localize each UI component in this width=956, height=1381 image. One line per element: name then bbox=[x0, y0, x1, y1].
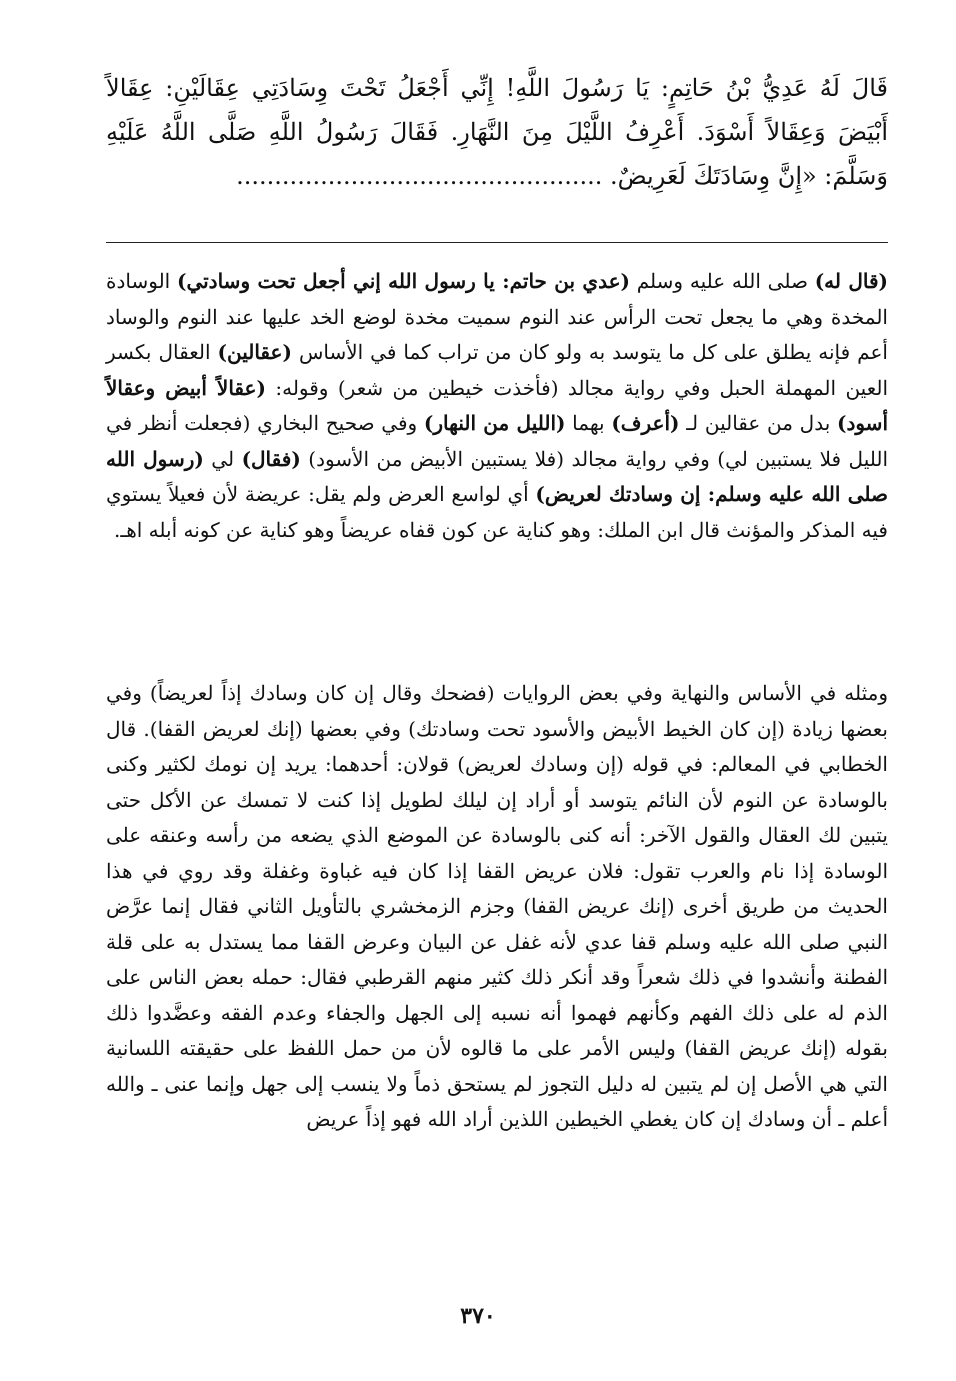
bold-quote-segment: (عدي بن حاتم: يا رسول الله إني أجعل تحت وسادتي) bbox=[176, 269, 630, 293]
commentary-segment: الوسادة المخدة وهي ما يجعل تحت الرأس عند النوم سميت مخدة لوضع الخد عليها عند النوم والوساد أعم فإنه يطلق على كل ما يتوسد به ولو كان من تراب كما في الأساس bbox=[106, 269, 888, 364]
bold-quote-segment: (فقال) bbox=[241, 446, 301, 471]
commentary-segment: صلى الله عليه وسلم bbox=[629, 269, 815, 293]
page-number: ٣٧٠ bbox=[460, 1303, 496, 1329]
bold-quote-segment: (الليل من النهار) bbox=[423, 411, 566, 435]
hadith-text-block bbox=[106, 66, 888, 198]
continuation-dots: ................................................ bbox=[236, 162, 603, 190]
bold-quote-segment: (عقالين) bbox=[217, 340, 292, 364]
commentary-paragraph-2: ومثله في الأساس والنهاية وفي بعض الروايات (فضحك وقال إن كان وسادك إذاً لعريضاً) وفي بعضها زيادة (إن كان الخيط الأبيض والأسود تحت وسادتك) وفي بعضها (إنك لعريض القفا). قال الخطابي في المعالم: في قوله (إن وسادك لعريض) قولان: أحدهما: يريد إن نومك لكثير وكنى بالوسادة عن النوم لأن النائم يتوسد أو أراد إن ليلك لطويل إذا كنت لا تمسك عن الأكل حتى يتبين لك العقال والقول الآخر: أنه كنى بالوسادة عن الموضع الذي يضعه من رأسه وعنقه على الوسادة إذا نام والعرب تقول: فلان عريض القفا إذا كان فيه غباوة وغفلة وقد روي في هذا الحديث من طريق أخرى (إنك عريض القفا) وجزم الزمخشري بالتأويل الثاني فقال إنما عرَّض النبي صلى الله عليه وسلم قفا عدي لأنه غفل عن البيان وعرض القفا مما يستدل به على قلة الفطنة وأنشدوا في ذلك شعراً وقد أنكر ذلك كثير منهم القرطبي فقال: حمله بعض الناس على الذم له على ذلك الفهم وكأنهم فهموا أنه نسبه إلى الجهل والجفاء وعدم الفقه وعضَّدوا ذلك بقوله (إنك عريض القفا) وليس الأمر على ما قالوه لأن من حمل اللفظ على حقيقته اللسانية التي هي الأصل إن لم يتبين له دليل التجوز لم يستحق ذماً ولا ينسب إلى جهل وإنما عنى ـ والله أعلم ـ أن وسادك إن كان يغطي الخيطين اللذين أراد الله فهو إذاً عريض bbox=[106, 681, 888, 1131]
commentary-segment: لي bbox=[203, 446, 242, 471]
commentary-paragraph-1 bbox=[106, 264, 888, 548]
commentary-segment: بهما bbox=[565, 411, 612, 435]
bold-quote-segment: (أعرف) bbox=[611, 411, 680, 435]
bold-quote-segment: (رسول الله صلى الله عليه وسلم: إن وسادتك لعريض) bbox=[106, 446, 889, 506]
commentary-segment: العقال بكسر العين المهملة الحبل وفي رواية مجالد (فأخذت خيطين من شعر) وقوله: bbox=[106, 340, 888, 400]
separator-rule bbox=[106, 242, 888, 243]
bold-quote-segment: (قال له) bbox=[814, 269, 888, 293]
hadith-text: قَالَ لَهُ عَدِيُّ بْنُ حَاتِمٍ: يَا رَسُولَ اللَّهِ! إِنِّي أَجْعَلُ تَحْتَ وِسَادَتِي عِقَالَيْنِ: عِقَالاً أَبْيَضَ وَعِقَالاً أَسْوَدَ. أَعْرِفُ اللَّيْلَ مِنَ النَّهَارِ. فَقَالَ رَسُولُ اللَّهِ صَلَّى اللَّهُ عَلَيْهِ وَسَلَّمَ: «إِنَّ وِسَادَتَكَ لَعَرِيضٌ. bbox=[106, 74, 888, 190]
commentary-segment: بدل من عقالين لـ bbox=[679, 411, 837, 435]
bold-quote-segment: (عقالاً أبيض وعقالاً أسود) bbox=[106, 375, 888, 435]
commentary-segment: وفي صحيح البخاري (فجعلت أنظر في الليل فلا يستبين لي) وفي رواية مجالد (فلا يستبين الأبيض من الأسود) bbox=[106, 411, 888, 471]
commentary-segment: أي لواسع العرض ولم يقل: عريضة لأن فعيلاً يستوي فيه المذكر والمؤنث قال ابن الملك: وهو كناية عن كون قفاه عريضاً وهو كناية عن كونه أبله اهـ. bbox=[106, 482, 888, 542]
